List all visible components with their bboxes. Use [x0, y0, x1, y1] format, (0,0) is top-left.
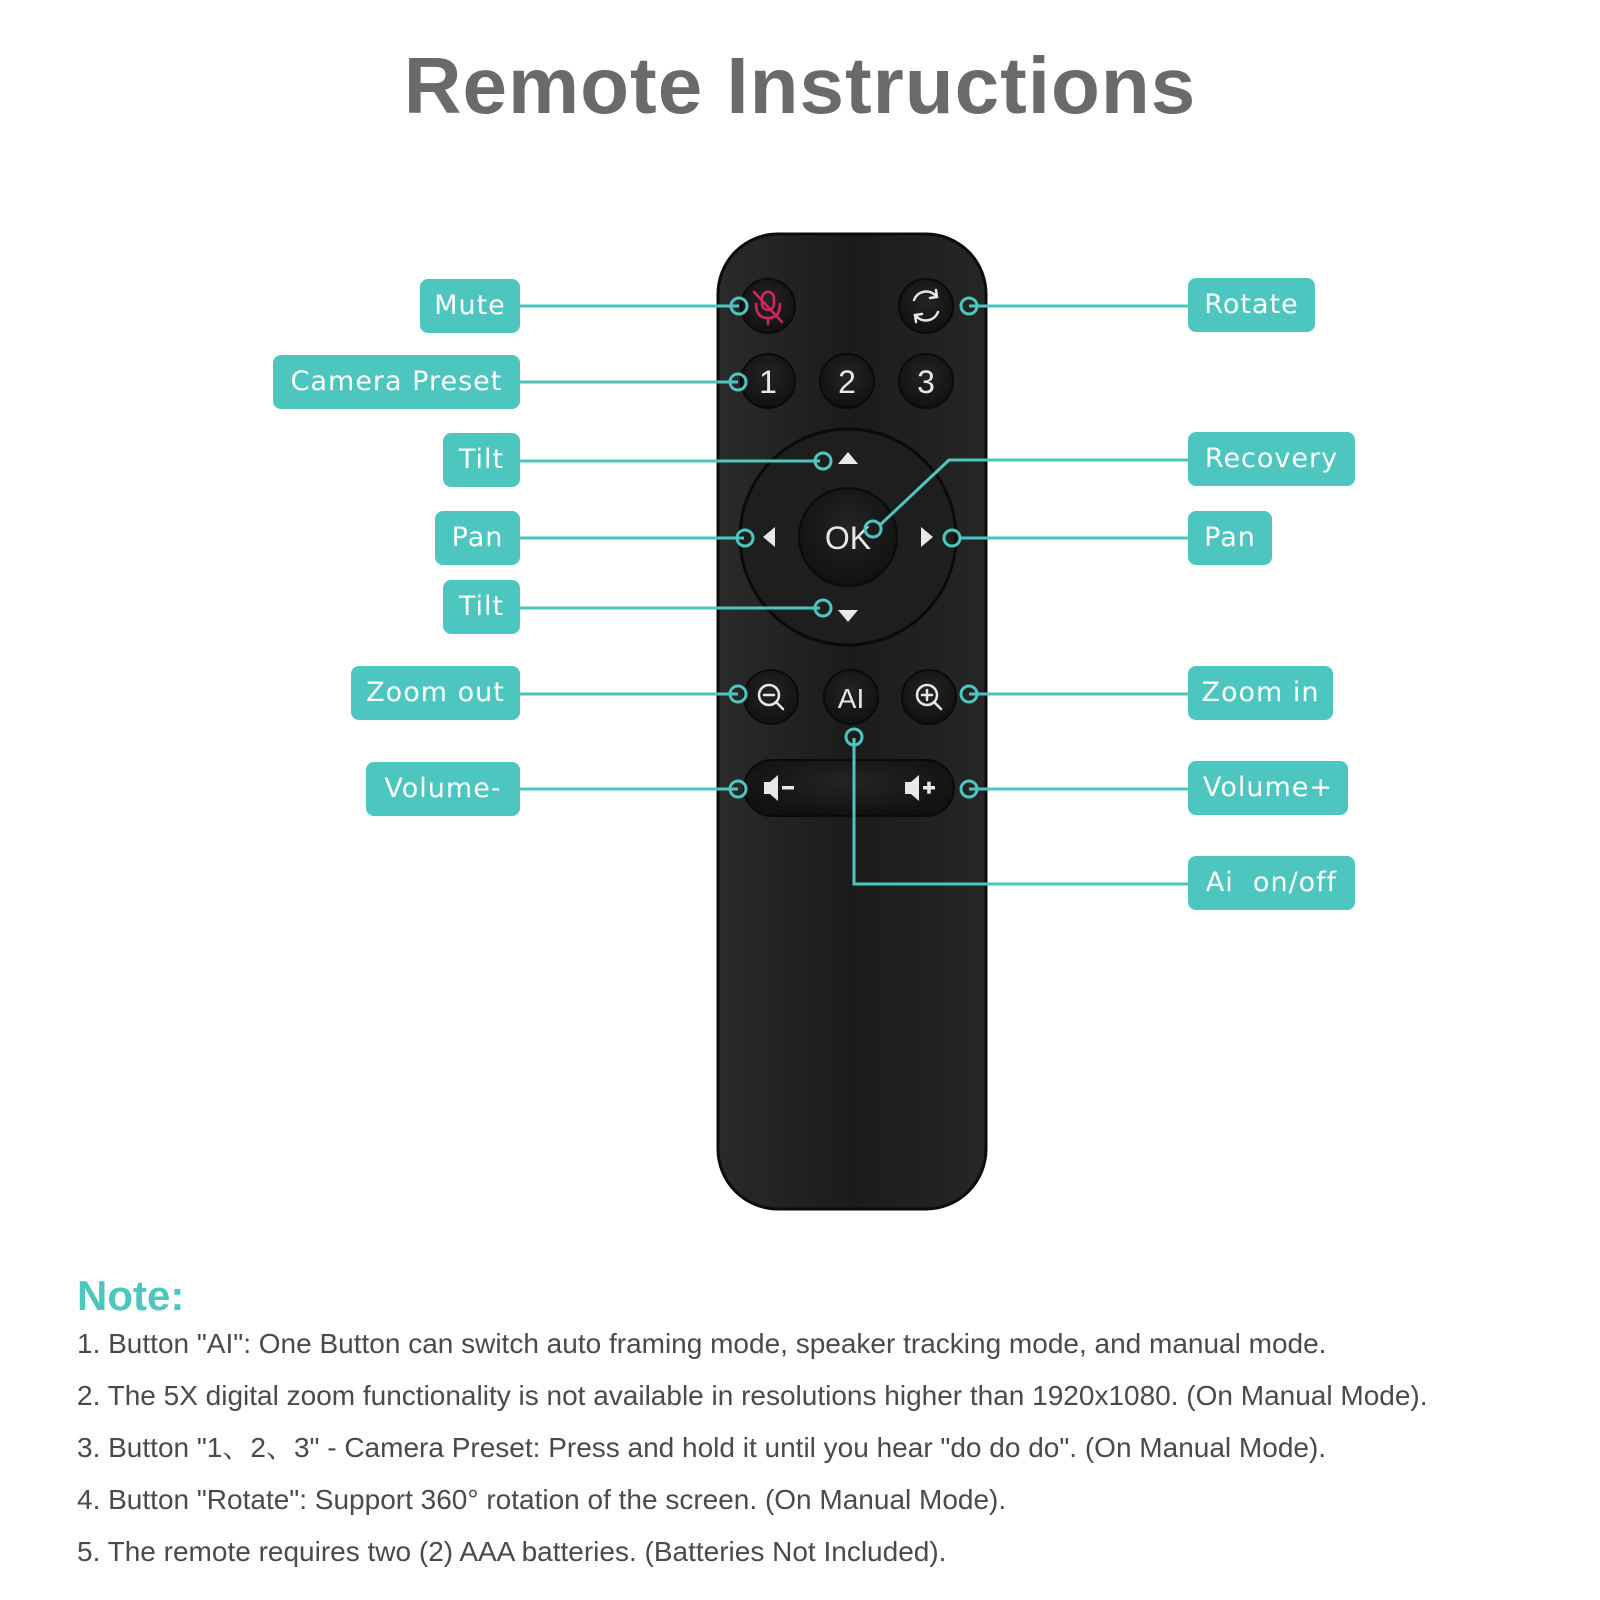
page-title: Remote Instructions	[403, 41, 1197, 130]
zoom-in-button[interactable]	[902, 670, 956, 724]
volume-rocker[interactable]	[744, 760, 954, 816]
callout-camera-preset: Camera Preset	[273, 355, 520, 409]
note-item: 2. The 5X digital zoom functionality is not available in resolutions higher than 1920x1080. (On Manual Mode).	[77, 1380, 1428, 1411]
callout-tilt-down: Tilt	[443, 580, 520, 634]
mute-button[interactable]	[741, 279, 795, 333]
callout-zoom-out: Zoom out	[351, 666, 520, 720]
ok-label: OK	[824, 520, 872, 556]
callout-ai-onoff: Ai on/off	[1188, 856, 1355, 910]
zoom-out-button[interactable]	[744, 670, 798, 724]
callout-pan-right: Pan	[1188, 511, 1272, 565]
ok-button[interactable]	[799, 488, 897, 586]
note-list	[77, 1318, 1577, 1578]
callout-recovery: Recovery	[1188, 432, 1355, 486]
callout-pan-left: Pan	[435, 511, 520, 565]
callout-volume-down: Volume-	[366, 762, 520, 816]
preset-3-label: 3	[917, 364, 935, 400]
ai-button[interactable]	[824, 670, 878, 724]
preset-1-button[interactable]	[741, 354, 795, 408]
preset-2-button[interactable]	[820, 354, 874, 408]
note-title: Note:	[77, 1272, 185, 1319]
note-item: 4. Button "Rotate": Support 360° rotation of the screen. (On Manual Mode).	[77, 1484, 1007, 1515]
callout-volume-up: Volume+	[1188, 761, 1348, 815]
preset-2-label: 2	[838, 364, 856, 400]
callout-zoom-in: Zoom in	[1188, 666, 1333, 720]
note-item: 1. Button "AI": One Button can switch auto framing mode, speaker tracking mode, and manual mode.	[77, 1328, 1327, 1359]
note-item: 5. The remote requires two (2) AAA batteries. (Batteries Not Included).	[77, 1536, 947, 1567]
note-item: 3. Button "1、2、3" - Camera Preset: Press and hold it until you hear "do do do". (On Manual Mode).	[77, 1432, 1327, 1463]
preset-3-button[interactable]	[899, 354, 953, 408]
ai-label: AI	[837, 683, 865, 714]
callout-mute: Mute	[420, 279, 520, 333]
preset-1-label: 1	[759, 364, 777, 400]
callout-tilt-up: Tilt	[443, 433, 520, 487]
callout-rotate: Rotate	[1188, 278, 1315, 332]
rotate-button[interactable]	[899, 279, 953, 333]
